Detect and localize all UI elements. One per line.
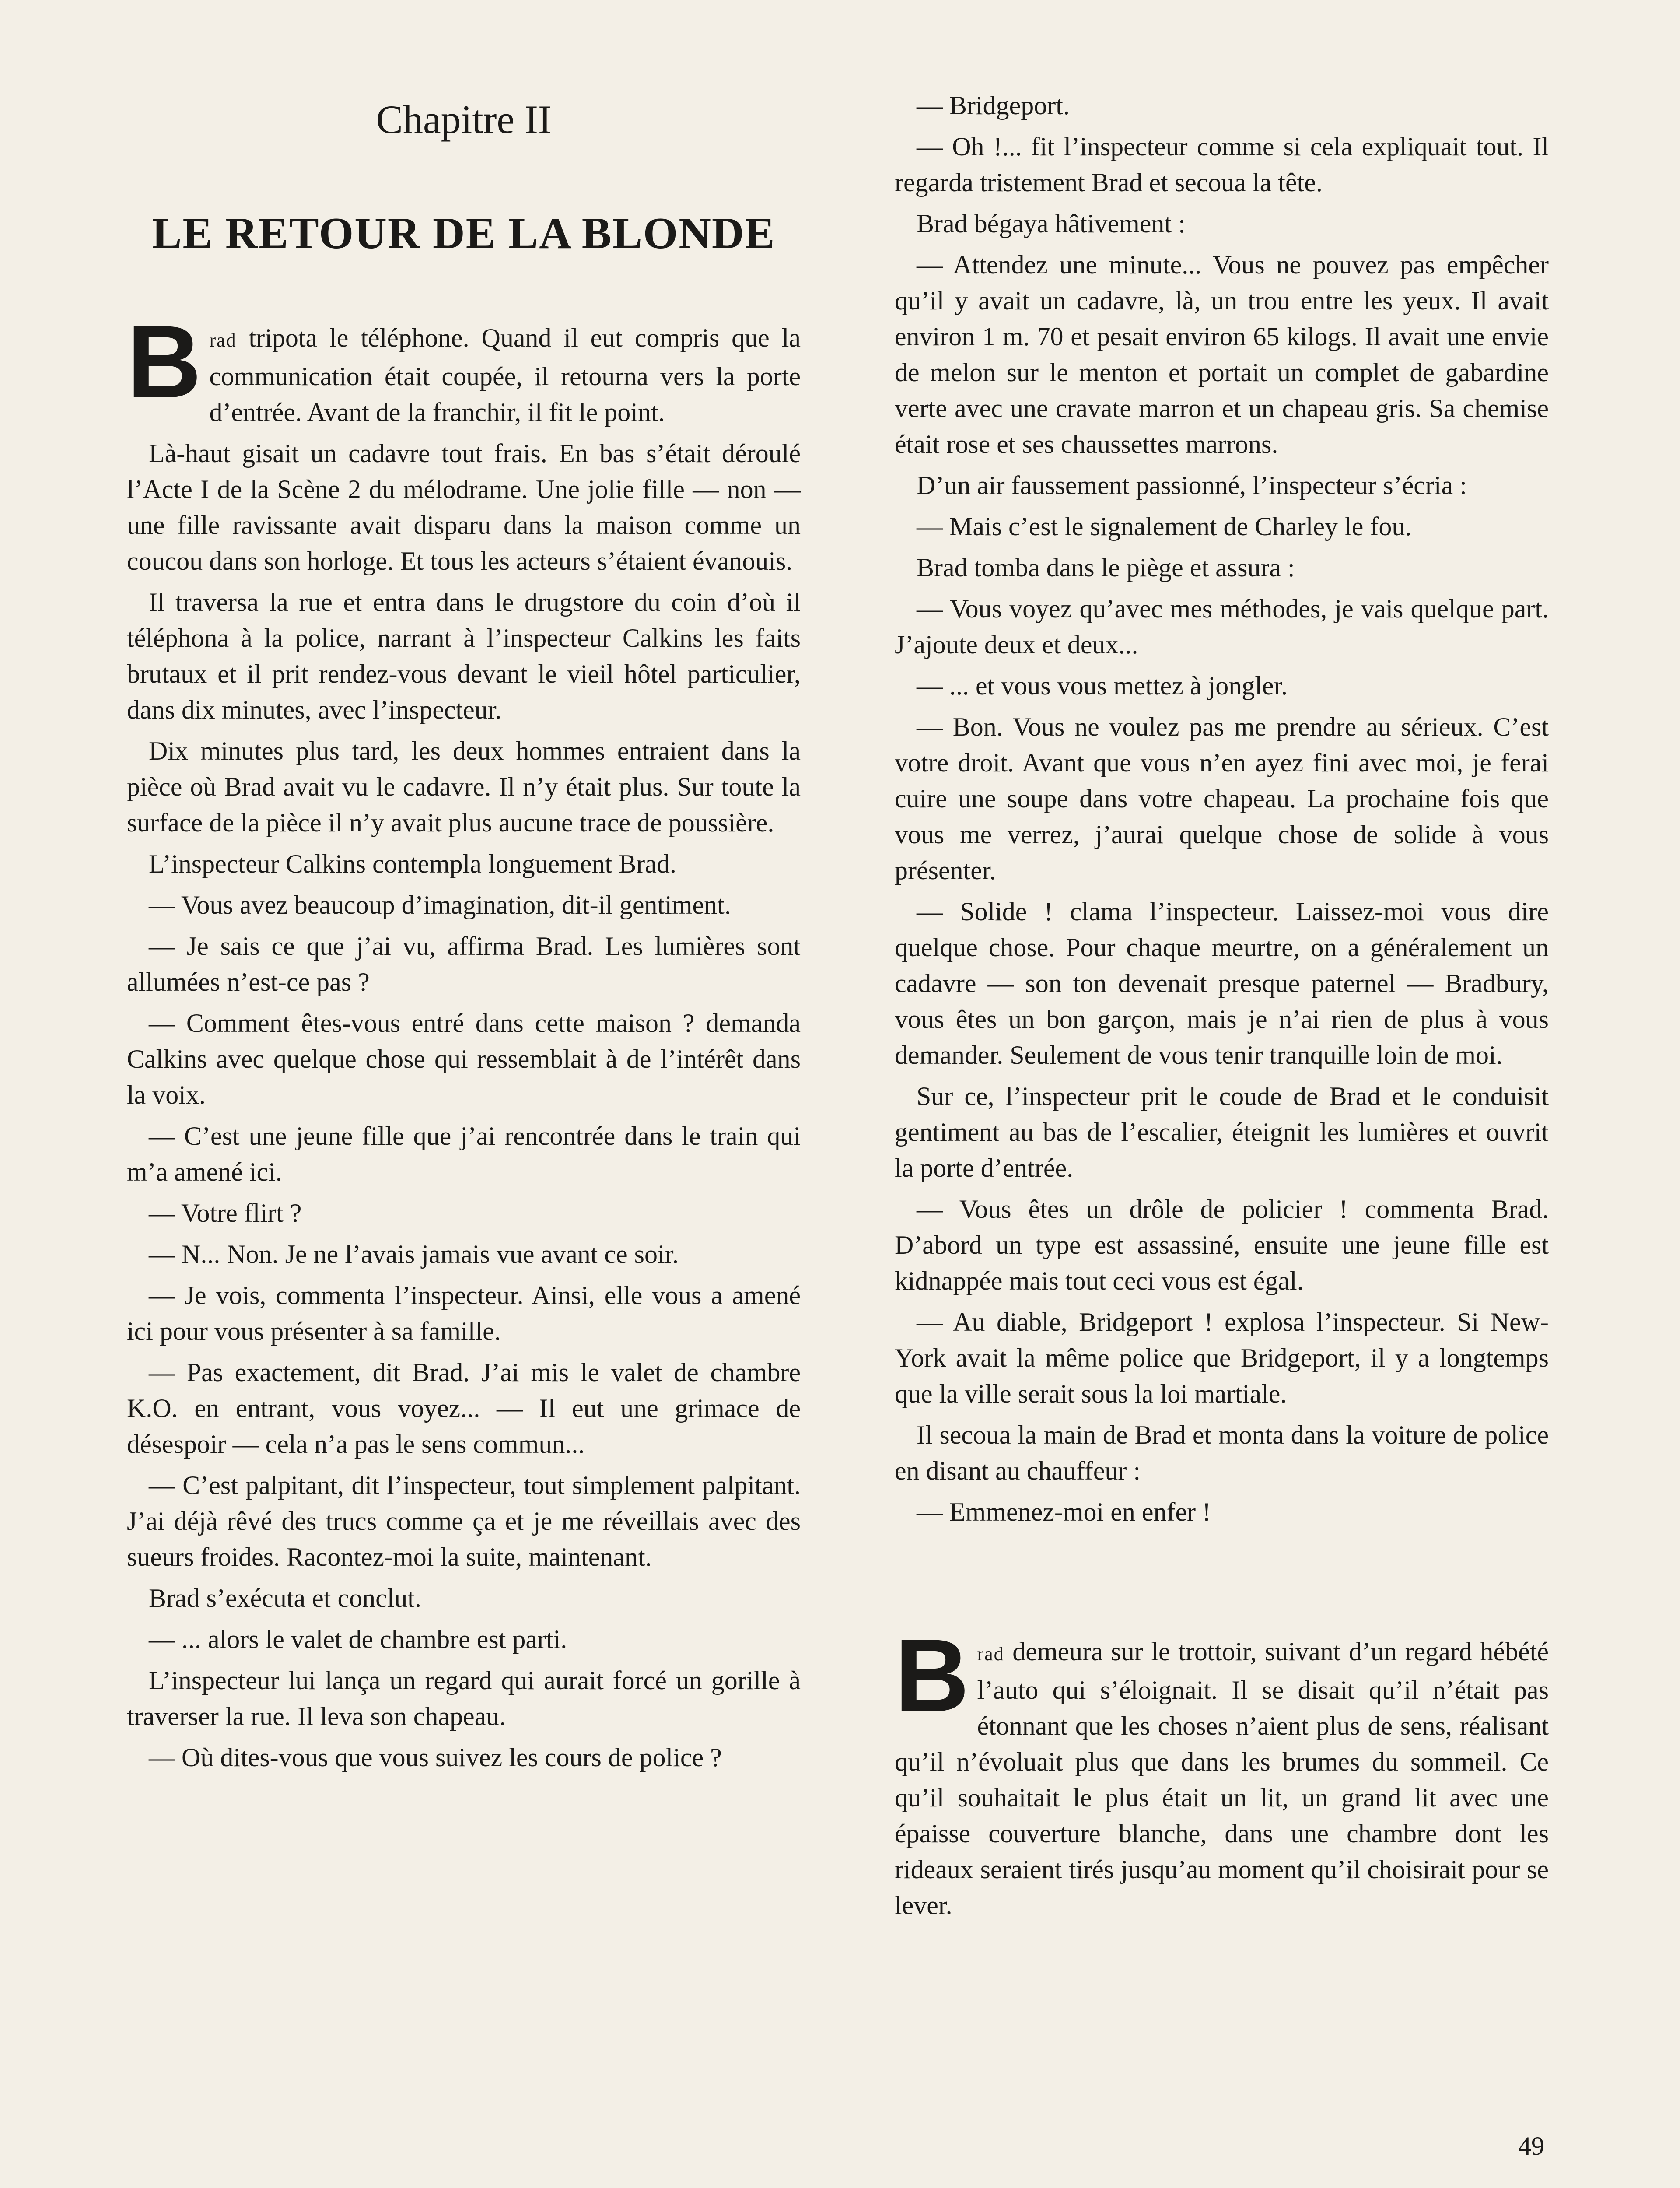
- body-paragraph: — Où dites-vous que vous suivez les cours de police ?: [149, 1743, 722, 1772]
- body-paragraph: Brad s’exécuta et conclut.: [149, 1583, 422, 1613]
- section-opening-paragraph: [895, 1618, 1549, 1923]
- right-column: [895, 88, 1549, 1929]
- body-paragraph: — Votre flirt ?: [149, 1198, 302, 1227]
- section-break: [895, 1535, 1549, 1634]
- body-paragraph: L’inspecteur lui lança un regard qui aurait forcé un gorille à traverser la rue. Il leva son chapeau.: [127, 1666, 801, 1731]
- body-paragraph: D’un air faussement passionné, l’inspecteur s’écria :: [917, 471, 1467, 500]
- body-paragraph: — N... Non. Je ne l’avais jamais vue avant ce soir.: [149, 1239, 679, 1269]
- body-paragraph: — Je sais ce que j’ai vu, affirma Brad. Les lumières sont allumées n’est-ce pas ?: [127, 931, 801, 996]
- body-paragraph: — Mais c’est le signalement de Charley le fou.: [917, 512, 1412, 541]
- chapter-number: Chapitre II: [376, 97, 552, 142]
- drop-cap-letter: B: [127, 304, 202, 420]
- body-paragraph: — C’est une jeune fille que j’ai rencontrée dans le train qui m’a amené ici.: [127, 1121, 801, 1186]
- body-paragraph: — Oh !... fit l’inspecteur comme si cela expliquait tout. Il regarda tristement Brad et secoua la tête.: [895, 132, 1549, 197]
- body-paragraph: — Au diable, Bridgeport ! explosa l’inspecteur. Si New-York avait la même police que Bridgeport, il y a longtemps que la ville serait sous la loi martiale.: [895, 1308, 1549, 1408]
- body-paragraph: — Bridgeport.: [917, 91, 1070, 120]
- body-paragraph: Il secoua la main de Brad et monta dans la voiture de police en disant au chauffeur :: [895, 1420, 1549, 1485]
- body-paragraph: L’inspecteur Calkins contempla longuement Brad.: [149, 849, 676, 878]
- body-paragraph: — Je vois, commenta l’inspecteur. Ainsi, elle vous a amené ici pour vous présenter à sa famille.: [127, 1280, 801, 1346]
- body-paragraph: Là-haut gisait un cadavre tout frais. En bas s’était déroulé l’Acte I de la Scène 2 du mélodrame. Une jolie fille — non — une fille ravissante avait disparu dans la maison comme un coucou dans son horloge. Et tous les acteurs s’étaient évanouis.: [127, 438, 801, 575]
- body-paragraph: — ... et vous vous mettez à jongler.: [917, 671, 1288, 700]
- body-paragraph: — Pas exactement, dit Brad. J’ai mis le valet de chambre K.O. en entrant, vous voyez... — Il eut une grimace de désespoir — cela n’a pas le sens commun...: [127, 1357, 801, 1459]
- body-paragraph: Brad tomba dans le piège et assura :: [917, 553, 1295, 582]
- body-paragraph: — C’est palpitant, dit l’inspecteur, tout simplement palpitant. J’ai déjà rêvé des trucs comme ça et je me réveillais avec des sueurs froides. Racontez-moi la suite, maintenant.: [127, 1470, 801, 1571]
- body-paragraph: — Attendez une minute... Vous ne pouvez pas empêcher qu’il y avait un cadavre, là, un trou entre les yeux. Il avait environ 1 m. 70 et pesait environ 65 kilogs. Il avait une envie de melon sur le menton et portait un complet de gabardine verte avec une cravate marron et un chapeau gris. Sa chemise était rose et ses chaussettes marrons.: [895, 250, 1549, 459]
- body-paragraph: — Solide ! clama l’inspecteur. Laissez-moi vous dire quelque chose. Pour chaque meurtre, on a généralement un cadavre — son ton devenait presque paternel — Bradbury, vous êtes un bon garçon, mais je n’ai rien de plus à vous demander. Seulement de vous tenir tranquille loin de moi.: [895, 897, 1549, 1069]
- body-paragraph: Il traversa la rue et entra dans le drugstore du coin d’où il téléphona à la police, narrant à l’inspecteur Calkins les faits brutaux et il prit rendez-vous devant le vieil hôtel particulier, dans dix minutes, avec l’inspecteur.: [127, 587, 801, 724]
- body-paragraph: Dix minutes plus tard, les deux hommes entraient dans la pièce où Brad avait vu le cadavre. Il n’y était plus. Sur toute la surface de la pièce il n’y avait plus aucune trace de poussière.: [127, 736, 801, 837]
- drop-cap-letter: B: [895, 1618, 970, 1733]
- body-paragraph: — Vous êtes un drôle de policier ! commenta Brad. D’abord un type est assassiné, ensuite une jeune fille est kidnappée mais tout ceci vous est égal.: [895, 1195, 1549, 1295]
- drop-cap-smallcaps: rad: [977, 1643, 1004, 1665]
- opening-paragraph-text: tripota le téléphone. Quand il eut compris que la communication était coupée, il retourna vers la porte d’entrée. Avant de la franchir, il fit le point.: [209, 323, 801, 427]
- body-paragraph: Brad bégaya hâtivement :: [917, 209, 1186, 238]
- body-paragraph: Sur ce, l’inspecteur prit le coude de Brad et le conduisit gentiment au bas de l’escalier, éteignit les lumières et ouvrit la porte d’entrée.: [895, 1082, 1549, 1182]
- body-paragraph: — Vous voyez qu’avec mes méthodes, je vais quelque part. J’ajoute deux et deux...: [895, 594, 1549, 659]
- left-column: [127, 88, 801, 1781]
- body-paragraph: — Emmenez-moi en enfer !: [917, 1497, 1211, 1526]
- body-paragraph: — Vous avez beaucoup d’imagination, dit-il gentiment.: [149, 890, 731, 919]
- body-paragraph: — Comment êtes-vous entré dans cette maison ? demanda Calkins avec quelque chose qui ressemblait à de l’intérêt dans la voix.: [127, 1008, 801, 1109]
- body-paragraph: — ... alors le valet de chambre est parti.: [149, 1624, 567, 1654]
- body-paragraph: — Bon. Vous ne voulez pas me prendre au sérieux. C’est votre droit. Avant que vous n’en ayez fini avec moi, je ferai cuire une soupe dans votre chapeau. La prochaine fois que vous me verrez, j’aurai quelque chose de solide à vous présenter.: [895, 712, 1549, 885]
- opening-paragraph: [127, 304, 801, 430]
- section-opening-text: demeura sur le trottoir, suivant d’un regard hébété l’auto qui s’éloignait. Il se disait qu’il n’était pas étonnant que les choses n’aient plus de sens, réalisant qu’il n’évoluait plus que dans les brumes du sommeil. Ce qu’il souhaitait le plus était un lit, un grand lit avec une épaisse couverture blanche, dans une chambre dont les rideaux seraient tirés jusqu’au moment qu’il choisirait pour se lever.: [895, 1637, 1549, 1920]
- chapter-title: LE RETOUR DE LA BLONDE: [152, 209, 776, 259]
- page-number: 49: [1518, 2132, 1544, 2160]
- drop-cap-smallcaps: rad: [209, 329, 237, 351]
